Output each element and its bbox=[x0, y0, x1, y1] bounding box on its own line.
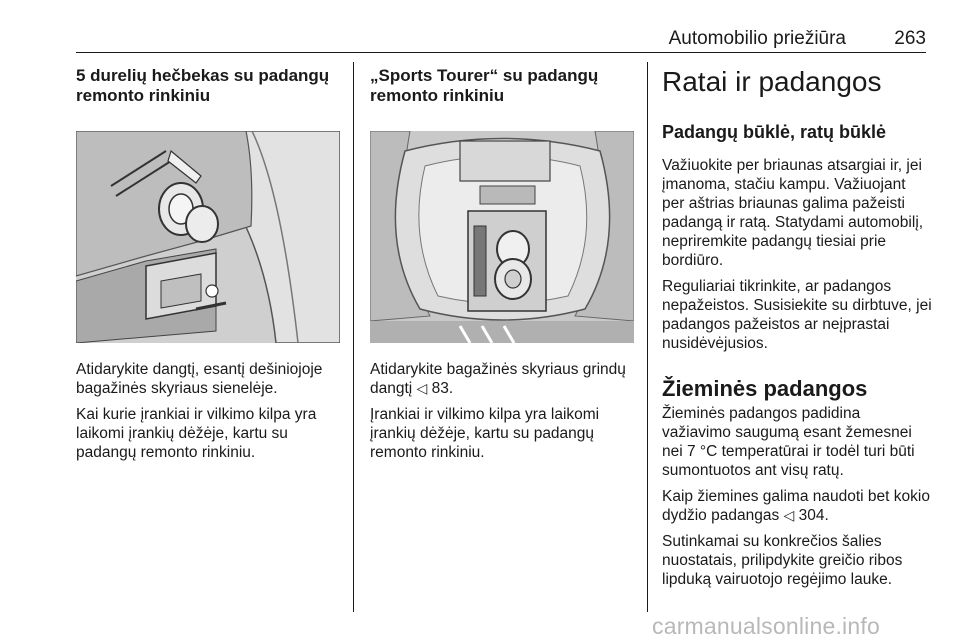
sports-tourer-floor-illustration bbox=[370, 131, 634, 343]
column-divider bbox=[353, 62, 354, 612]
hatchback-paragraph: Atidarykite dangtį, esantį dešiniojoje bagažinės skyriaus sienelėje. bbox=[76, 361, 323, 397]
sports-tourer-paragraph: Įrankiai ir vilkimo kilpa yra laikomi įrankių dėžėje, kartu su padangų remonto rinkiniu. bbox=[370, 406, 600, 461]
page-reference-arrow-icon: ◁ bbox=[783, 507, 795, 523]
page-number: 263 bbox=[894, 28, 926, 49]
sports-tourer-paragraph-text: Atidarykite bagažinės skyriaus grindų dangtį bbox=[370, 361, 626, 397]
wheels-tires-title: Ratai ir padangos bbox=[662, 66, 882, 97]
page-reference-arrow-icon: ◁ bbox=[416, 380, 428, 396]
winter-tires-paragraph: Sutinkamai su konkrečios šalies nuostatais, prilipdykite greičio ribos lipduką vairuotojo regėjimo lauke. bbox=[662, 533, 903, 588]
column-divider bbox=[647, 62, 648, 612]
tire-condition-paragraph: Važiuokite per briaunas atsargiai ir, jei įmanoma, stačiu kampu. Važiuojant per aštrias briaunas galima pažeisti padangą ir ratą. Statydami automobilį, nepriremkite padangų tiesiai prie bordiūro. bbox=[662, 157, 924, 269]
column-hatchback bbox=[76, 66, 340, 469]
sports-tourer-paragraph bbox=[370, 360, 634, 398]
column-sports-tourer bbox=[370, 66, 634, 469]
winter-tires-title: Žieminės padangos bbox=[662, 376, 868, 401]
page-header bbox=[76, 26, 926, 53]
section-title: Automobilio priežiūra bbox=[668, 28, 846, 49]
tire-condition-subtitle: Padangų būklė, ratų būklė bbox=[662, 122, 887, 142]
winter-tires-paragraph: Žieminės padangos padidina važiavimo saugumą esant žemesnei nei 7 °C temperatūrai ir todėl turi būti sumontuotos ant visų ratų. bbox=[662, 405, 915, 479]
page-reference-number: 304. bbox=[798, 507, 829, 524]
hatchback-paragraph: Kai kurie įrankiai ir vilkimo kilpa yra laikomi įrankių dėžėje, kartu su padangų remonto rinkiniu. bbox=[76, 406, 317, 461]
watermark: carmanualsonline.info bbox=[652, 613, 880, 639]
sports-tourer-heading: „Sports Tourer“ su padangų remonto rinkiniu bbox=[370, 66, 599, 105]
hatchback-trunk-illustration bbox=[76, 131, 340, 343]
page-reference-number: 83. bbox=[431, 380, 454, 397]
column-wheels-tires bbox=[662, 66, 932, 596]
tire-condition-paragraph: Reguliariai tikrinkite, ar padangos nepažeistos. Susisiekite su dirbtuve, jei padangos pažeistos ar neįprastai nusidėvėjusios. bbox=[662, 278, 932, 352]
winter-tires-paragraph bbox=[662, 487, 932, 525]
winter-tires-paragraph-text: Kaip žiemines galima naudoti bet kokio dydžio padangas bbox=[662, 488, 930, 524]
hatchback-heading: 5 durelių hečbekas su padangų remonto rinkiniu bbox=[76, 66, 330, 105]
